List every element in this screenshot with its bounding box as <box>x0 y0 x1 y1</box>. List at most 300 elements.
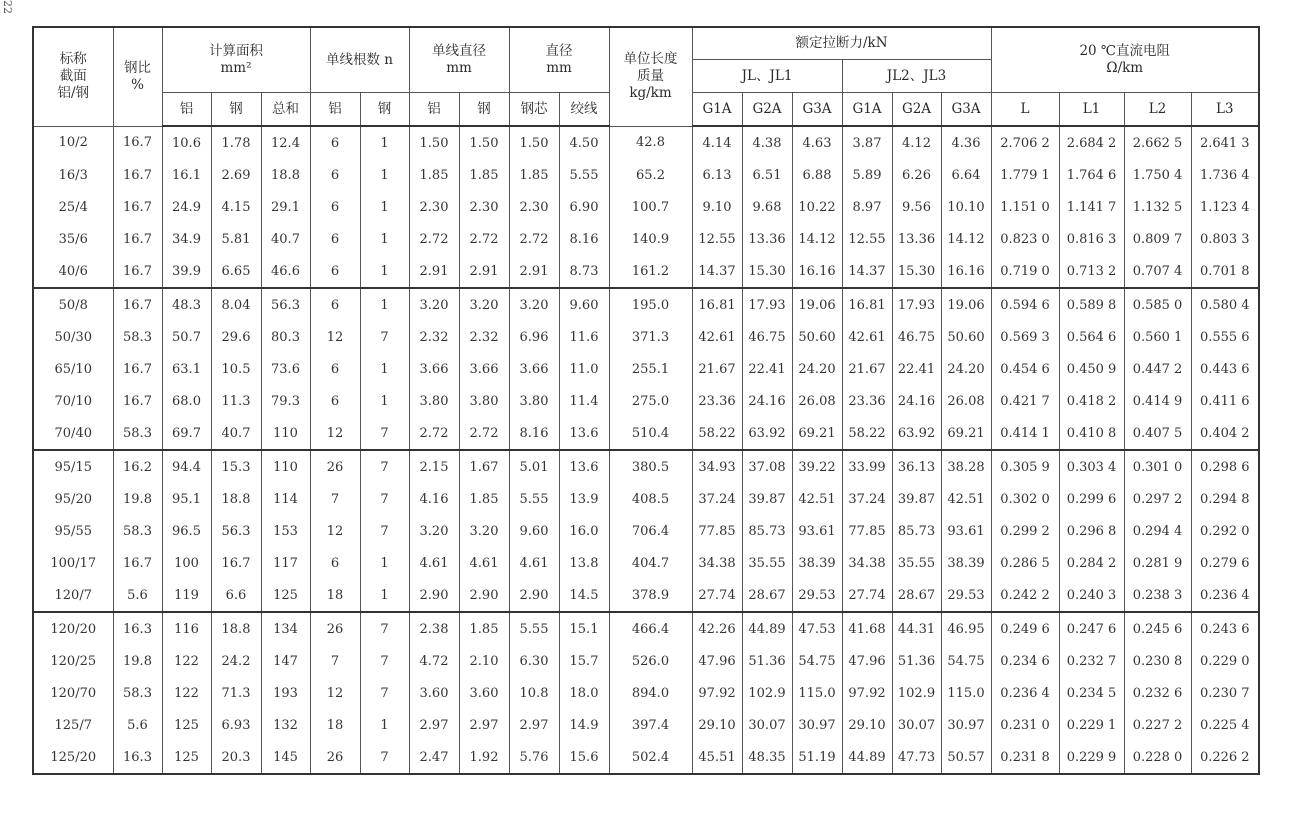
table-cell: 51.36 <box>892 645 941 677</box>
table-body <box>33 126 1259 774</box>
table-cell: 12.4 <box>261 126 310 159</box>
table-cell: 20.3 <box>211 741 261 774</box>
table-cell: 15.30 <box>892 255 941 288</box>
table-cell: 275.0 <box>609 385 692 417</box>
table-cell: 13.6 <box>559 450 609 483</box>
table-cell: 0.231 8 <box>991 741 1059 774</box>
table-cell: 46.75 <box>892 321 941 353</box>
table-cell: 4.15 <box>211 191 261 223</box>
table-cell: 0.281 9 <box>1124 547 1191 579</box>
table-cell: 6.90 <box>559 191 609 223</box>
table-cell: 1.123 4 <box>1191 191 1259 223</box>
table-cell: 7 <box>360 321 409 353</box>
nominal-section-cell: 65/10 <box>33 353 113 385</box>
table-cell: 9.60 <box>509 515 559 547</box>
table-cell: 35.55 <box>742 547 792 579</box>
table-cell: 5.55 <box>559 159 609 191</box>
table-cell: 13.6 <box>559 417 609 450</box>
table-cell: 12 <box>310 417 360 450</box>
table-cell: 4.61 <box>459 547 509 579</box>
header-count-steel: 钢 <box>360 93 409 127</box>
table-cell: 1 <box>360 159 409 191</box>
table-cell: 28.67 <box>892 579 941 612</box>
header-resistance-unit: Ω/km <box>1106 60 1144 76</box>
table-cell: 0.421 7 <box>991 385 1059 417</box>
table-cell: 5.76 <box>509 741 559 774</box>
table-cell: 40.7 <box>261 223 310 255</box>
table-cell: 1.85 <box>459 483 509 515</box>
table-cell: 29.10 <box>692 709 742 741</box>
table-cell: 24.16 <box>742 385 792 417</box>
table-cell: 0.296 8 <box>1059 515 1124 547</box>
table-cell: 5.81 <box>211 223 261 255</box>
table-cell: 15.3 <box>211 450 261 483</box>
table-cell: 7 <box>360 515 409 547</box>
table-cell: 3.20 <box>409 288 459 321</box>
table-cell: 0.231 0 <box>991 709 1059 741</box>
table-cell: 2.72 <box>409 223 459 255</box>
table-cell: 14.5 <box>559 579 609 612</box>
table-cell: 1.85 <box>459 612 509 645</box>
table-cell: 0.225 4 <box>1191 709 1259 741</box>
table-cell: 0.719 0 <box>991 255 1059 288</box>
table-cell: 45.51 <box>692 741 742 774</box>
table-cell: 125 <box>162 709 211 741</box>
header-diameter-label: 直径 <box>545 43 573 59</box>
header-dia-core: 钢芯 <box>509 93 559 127</box>
table-cell: 0.298 6 <box>1191 450 1259 483</box>
table-cell: 11.6 <box>559 321 609 353</box>
table-cell: 2.72 <box>459 223 509 255</box>
table-cell: 16.2 <box>113 450 162 483</box>
table-cell: 134 <box>261 612 310 645</box>
table-cell: 21.67 <box>692 353 742 385</box>
table-cell: 2.72 <box>509 223 559 255</box>
table-cell: 93.61 <box>941 515 991 547</box>
header-steel-ratio-unit: % <box>131 76 144 93</box>
table-cell: 0.303 4 <box>1059 450 1124 483</box>
table-cell: 24.9 <box>162 191 211 223</box>
table-cell: 27.74 <box>842 579 892 612</box>
table-cell: 24.20 <box>941 353 991 385</box>
table-cell: 16.7 <box>113 288 162 321</box>
table-cell: 7 <box>310 645 360 677</box>
table-cell: 16.7 <box>113 159 162 191</box>
conductor-spec-table <box>32 26 1260 775</box>
table-cell: 12 <box>310 321 360 353</box>
table-cell: 0.245 6 <box>1124 612 1191 645</box>
table-cell: 0.816 3 <box>1059 223 1124 255</box>
table-cell: 95.1 <box>162 483 211 515</box>
table-cell: 1.750 4 <box>1124 159 1191 191</box>
table-cell: 12.55 <box>842 223 892 255</box>
table-cell: 14.9 <box>559 709 609 741</box>
table-cell: 16.0 <box>559 515 609 547</box>
table-cell: 3.60 <box>409 677 459 709</box>
table-cell: 38.39 <box>941 547 991 579</box>
nominal-section-cell: 120/7 <box>33 579 113 612</box>
table-row <box>33 677 1259 709</box>
table-cell: 6 <box>310 353 360 385</box>
nominal-section-cell: 16/3 <box>33 159 113 191</box>
table-cell: 16.7 <box>113 353 162 385</box>
table-row <box>33 741 1259 774</box>
table-cell: 0.823 0 <box>991 223 1059 255</box>
table-cell: 16.1 <box>162 159 211 191</box>
table-cell: 6 <box>310 385 360 417</box>
table-cell: 1 <box>360 547 409 579</box>
table-cell: 50.60 <box>941 321 991 353</box>
table-row <box>33 450 1259 483</box>
table-cell: 2.90 <box>459 579 509 612</box>
table-cell: 8.04 <box>211 288 261 321</box>
table-cell: 58.3 <box>113 417 162 450</box>
table-cell: 4.16 <box>409 483 459 515</box>
table-cell: 2.30 <box>409 191 459 223</box>
table-cell: 2.69 <box>211 159 261 191</box>
table-cell: 34.9 <box>162 223 211 255</box>
table-cell: 0.229 1 <box>1059 709 1124 741</box>
table-cell: 0.230 8 <box>1124 645 1191 677</box>
table-cell: 161.2 <box>609 255 692 288</box>
table-cell: 0.229 0 <box>1191 645 1259 677</box>
table-cell: 0.589 8 <box>1059 288 1124 321</box>
table-cell: 2.97 <box>409 709 459 741</box>
table-row <box>33 223 1259 255</box>
table-cell: 2.706 2 <box>991 126 1059 159</box>
table-cell: 0.294 4 <box>1124 515 1191 547</box>
table-cell: 6 <box>310 159 360 191</box>
table-cell: 11.0 <box>559 353 609 385</box>
table-cell: 2.91 <box>459 255 509 288</box>
table-cell: 4.38 <box>742 126 792 159</box>
table-cell: 26.08 <box>792 385 842 417</box>
table-cell: 22.41 <box>892 353 941 385</box>
table-cell: 706.4 <box>609 515 692 547</box>
table-cell: 6 <box>310 223 360 255</box>
table-cell: 54.75 <box>941 645 991 677</box>
table-cell: 0.292 0 <box>1191 515 1259 547</box>
table-cell: 44.89 <box>842 741 892 774</box>
header-calc-area <box>162 27 310 93</box>
table-cell: 110 <box>261 450 310 483</box>
header-res-l2: L2 <box>1124 93 1191 127</box>
header-wire-diameter-unit: mm <box>446 60 472 76</box>
table-cell: 1.85 <box>409 159 459 191</box>
nominal-section-cell: 50/30 <box>33 321 113 353</box>
table-cell: 30.07 <box>742 709 792 741</box>
table-cell: 18.0 <box>559 677 609 709</box>
table-cell: 11.4 <box>559 385 609 417</box>
table-cell: 97.92 <box>842 677 892 709</box>
table-cell: 65.2 <box>609 159 692 191</box>
table-cell: 4.63 <box>792 126 842 159</box>
table-cell: 13.8 <box>559 547 609 579</box>
table-cell: 0.301 0 <box>1124 450 1191 483</box>
nominal-section-cell: 25/4 <box>33 191 113 223</box>
table-cell: 125 <box>162 741 211 774</box>
table-cell: 36.13 <box>892 450 941 483</box>
table-cell: 39.87 <box>892 483 941 515</box>
table-cell: 3.20 <box>459 515 509 547</box>
table-cell: 10.5 <box>211 353 261 385</box>
table-cell: 6.30 <box>509 645 559 677</box>
header-steel-ratio <box>113 27 162 126</box>
table-row <box>33 353 1259 385</box>
table-cell: 7 <box>360 450 409 483</box>
table-cell: 6.96 <box>509 321 559 353</box>
table-cell: 1.78 <box>211 126 261 159</box>
table-cell: 15.7 <box>559 645 609 677</box>
table-cell: 47.53 <box>792 612 842 645</box>
table-cell: 16.16 <box>941 255 991 288</box>
table-cell: 1 <box>360 709 409 741</box>
header-g1a-jl: G1A <box>692 93 742 127</box>
nominal-section-cell: 125/7 <box>33 709 113 741</box>
table-cell: 56.3 <box>261 288 310 321</box>
nominal-section-cell: 10/2 <box>33 126 113 159</box>
table-cell: 28.67 <box>742 579 792 612</box>
table-cell: 85.73 <box>892 515 941 547</box>
header-res-l: L <box>991 93 1059 127</box>
table-cell: 0.249 6 <box>991 612 1059 645</box>
table-cell: 380.5 <box>609 450 692 483</box>
table-cell: 5.55 <box>509 483 559 515</box>
table-cell: 9.60 <box>559 288 609 321</box>
table-cell: 1.151 0 <box>991 191 1059 223</box>
table-cell: 19.06 <box>792 288 842 321</box>
table-cell: 16.81 <box>692 288 742 321</box>
table-cell: 19.8 <box>113 483 162 515</box>
table-cell: 42.8 <box>609 126 692 159</box>
table-cell: 1.50 <box>459 126 509 159</box>
header-dc-resistance <box>991 27 1259 93</box>
table-cell: 0.411 6 <box>1191 385 1259 417</box>
header-mass-line2: 质量 <box>637 68 664 85</box>
table-cell: 0.299 6 <box>1059 483 1124 515</box>
table-cell: 73.6 <box>261 353 310 385</box>
table-cell: 69.21 <box>941 417 991 450</box>
table-cell: 44.89 <box>742 612 792 645</box>
table-cell: 0.585 0 <box>1124 288 1191 321</box>
table-cell: 7 <box>360 677 409 709</box>
table-cell: 17.93 <box>892 288 941 321</box>
header-dia-steel: 钢 <box>459 93 509 127</box>
table-cell: 6.65 <box>211 255 261 288</box>
table-cell: 96.5 <box>162 515 211 547</box>
table-cell: 1 <box>360 223 409 255</box>
table-cell: 51.36 <box>742 645 792 677</box>
table-row <box>33 417 1259 450</box>
table-cell: 26 <box>310 450 360 483</box>
table-row <box>33 579 1259 612</box>
table-cell: 27.74 <box>692 579 742 612</box>
table-cell: 12 <box>310 677 360 709</box>
table-cell: 77.85 <box>692 515 742 547</box>
table-row <box>33 709 1259 741</box>
table-row <box>33 255 1259 288</box>
table-cell: 80.3 <box>261 321 310 353</box>
table-cell: 58.22 <box>692 417 742 450</box>
table-row <box>33 191 1259 223</box>
table-cell: 510.4 <box>609 417 692 450</box>
table-cell: 0.226 2 <box>1191 741 1259 774</box>
table-cell: 14.37 <box>692 255 742 288</box>
table-cell: 18.8 <box>211 483 261 515</box>
table-cell: 58.3 <box>113 515 162 547</box>
table-cell: 125 <box>261 579 310 612</box>
table-cell: 404.7 <box>609 547 692 579</box>
table-cell: 44.31 <box>892 612 941 645</box>
table-cell: 93.61 <box>792 515 842 547</box>
table-cell: 7 <box>360 417 409 450</box>
table-cell: 48.3 <box>162 288 211 321</box>
table-cell: 4.61 <box>509 547 559 579</box>
table-cell: 46.95 <box>941 612 991 645</box>
header-strength-jl-jl1: JL、JL1 <box>692 60 842 93</box>
table-cell: 18 <box>310 709 360 741</box>
table-cell: 0.564 6 <box>1059 321 1124 353</box>
table-cell: 4.61 <box>409 547 459 579</box>
table-row <box>33 288 1259 321</box>
table-cell: 8.16 <box>509 417 559 450</box>
header-strength-jl2-jl3: JL2、JL3 <box>842 60 991 93</box>
table-cell: 6.64 <box>941 159 991 191</box>
table-cell: 2.30 <box>509 191 559 223</box>
table-cell: 63.1 <box>162 353 211 385</box>
table-cell: 100.7 <box>609 191 692 223</box>
table-cell: 9.68 <box>742 191 792 223</box>
table-cell: 4.36 <box>941 126 991 159</box>
table-cell: 17.93 <box>742 288 792 321</box>
table-row <box>33 612 1259 645</box>
table-cell: 2.662 5 <box>1124 126 1191 159</box>
table-cell: 4.50 <box>559 126 609 159</box>
nominal-section-cell: 120/70 <box>33 677 113 709</box>
table-cell: 7 <box>310 483 360 515</box>
table-cell: 2.97 <box>459 709 509 741</box>
table-cell: 0.286 5 <box>991 547 1059 579</box>
table-cell: 16.7 <box>113 191 162 223</box>
table-cell: 2.97 <box>509 709 559 741</box>
table-cell: 0.580 4 <box>1191 288 1259 321</box>
table-cell: 7 <box>360 483 409 515</box>
table-cell: 68.0 <box>162 385 211 417</box>
table-cell: 3.66 <box>409 353 459 385</box>
table-cell: 97.92 <box>692 677 742 709</box>
table-cell: 6 <box>310 547 360 579</box>
table-row <box>33 645 1259 677</box>
table-cell: 37.24 <box>842 483 892 515</box>
table-cell: 40.7 <box>211 417 261 450</box>
table-cell: 1.85 <box>509 159 559 191</box>
table-cell: 0.414 1 <box>991 417 1059 450</box>
table-cell: 35.55 <box>892 547 941 579</box>
header-mass-line1: 单位长度 <box>623 51 678 68</box>
table-cell: 0.228 0 <box>1124 741 1191 774</box>
table-cell: 3.60 <box>459 677 509 709</box>
header-steel-ratio-label: 钢比 <box>124 59 151 76</box>
table-cell: 1.67 <box>459 450 509 483</box>
header-unit-mass <box>609 27 692 126</box>
table-row <box>33 321 1259 353</box>
table-cell: 6.51 <box>742 159 792 191</box>
table-cell: 22.41 <box>742 353 792 385</box>
table-cell: 13.36 <box>742 223 792 255</box>
table-cell: 33.99 <box>842 450 892 483</box>
table-cell: 42.51 <box>792 483 842 515</box>
table-cell: 1 <box>360 353 409 385</box>
table-cell: 18.8 <box>211 612 261 645</box>
table-cell: 115.0 <box>792 677 842 709</box>
table-cell: 34.93 <box>692 450 742 483</box>
table-cell: 5.01 <box>509 450 559 483</box>
table-cell: 0.410 8 <box>1059 417 1124 450</box>
table-cell: 114 <box>261 483 310 515</box>
table-cell: 3.20 <box>459 288 509 321</box>
table-cell: 7 <box>360 612 409 645</box>
table-cell: 0.299 2 <box>991 515 1059 547</box>
table-cell: 3.66 <box>459 353 509 385</box>
table-cell: 2.47 <box>409 741 459 774</box>
table-cell: 41.68 <box>842 612 892 645</box>
table-cell: 0.236 4 <box>991 677 1059 709</box>
table-cell: 153 <box>261 515 310 547</box>
table-cell: 29.6 <box>211 321 261 353</box>
table-cell: 3.20 <box>409 515 459 547</box>
table-cell: 408.5 <box>609 483 692 515</box>
table-cell: 378.9 <box>609 579 692 612</box>
table-cell: 19.06 <box>941 288 991 321</box>
table-cell: 37.24 <box>692 483 742 515</box>
table-cell: 37.08 <box>742 450 792 483</box>
table-cell: 46.6 <box>261 255 310 288</box>
header-g3a-jl: G3A <box>792 93 842 127</box>
table-cell: 38.39 <box>792 547 842 579</box>
table-cell: 42.26 <box>692 612 742 645</box>
table-cell: 34.38 <box>842 547 892 579</box>
table-cell: 466.4 <box>609 612 692 645</box>
table-cell: 47.96 <box>842 645 892 677</box>
header-count-al: 铝 <box>310 93 360 127</box>
table-cell: 132 <box>261 709 310 741</box>
table-cell: 16.81 <box>842 288 892 321</box>
table-cell: 2.30 <box>459 191 509 223</box>
table-cell: 26.08 <box>941 385 991 417</box>
table-cell: 58.22 <box>842 417 892 450</box>
table-cell: 102.9 <box>742 677 792 709</box>
table-cell: 47.96 <box>692 645 742 677</box>
table-cell: 0.555 6 <box>1191 321 1259 353</box>
table-cell: 23.36 <box>842 385 892 417</box>
table-cell: 145 <box>261 741 310 774</box>
table-cell: 0.407 5 <box>1124 417 1191 450</box>
table-cell: 100 <box>162 547 211 579</box>
table-cell: 29.53 <box>941 579 991 612</box>
table-cell: 6.6 <box>211 579 261 612</box>
table-cell: 6.26 <box>892 159 941 191</box>
table-row <box>33 385 1259 417</box>
header-wire-diameter-label: 单线直径 <box>432 43 486 59</box>
header-rated-strength: 额定拉断力/kN <box>692 27 991 60</box>
header-g2a-jl: G2A <box>742 93 792 127</box>
table-cell: 29.1 <box>261 191 310 223</box>
table-cell: 502.4 <box>609 741 692 774</box>
table-cell: 0.707 4 <box>1124 255 1191 288</box>
table-cell: 0.305 9 <box>991 450 1059 483</box>
table-cell: 8.73 <box>559 255 609 288</box>
table-cell: 1.50 <box>509 126 559 159</box>
